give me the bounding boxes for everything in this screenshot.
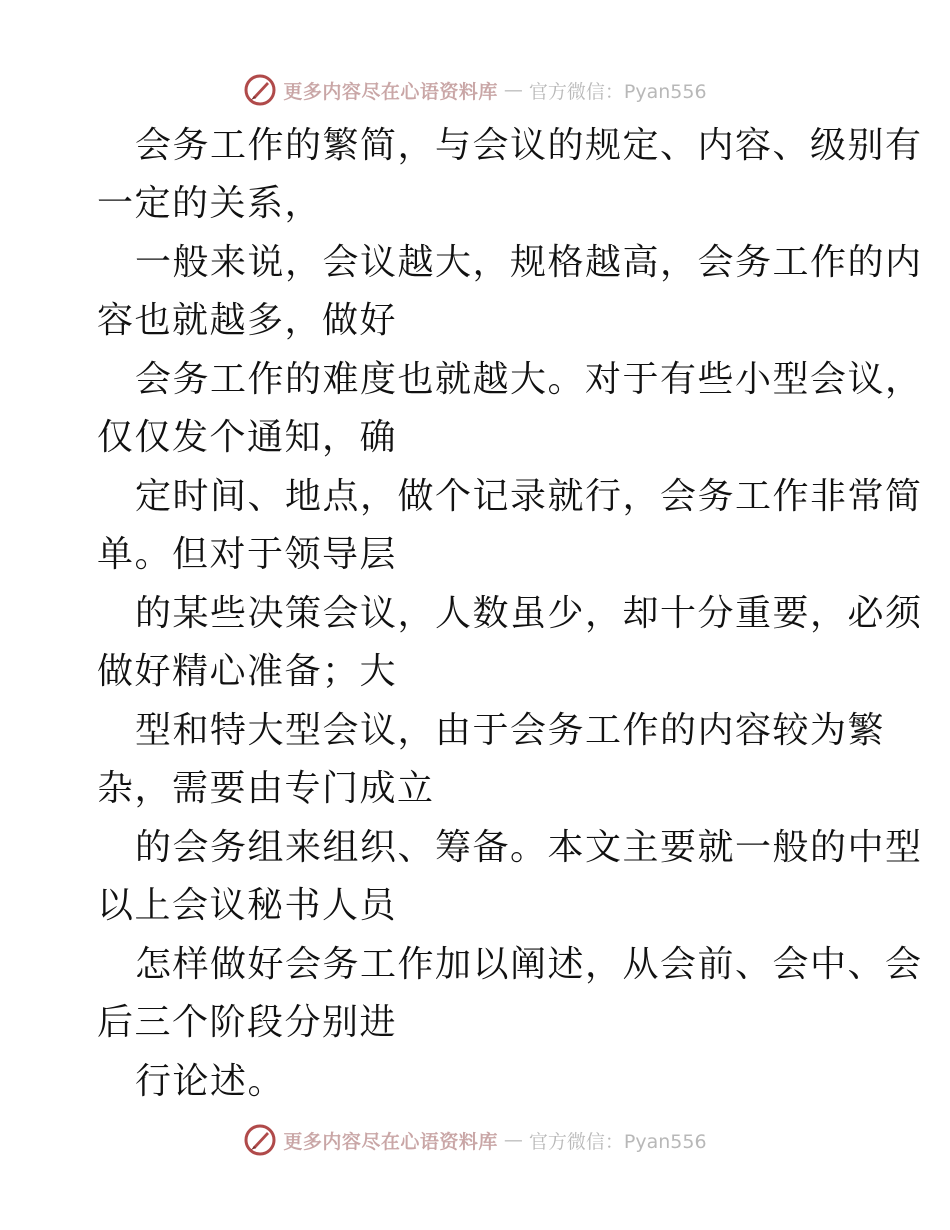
text-line: 的某些决策会议，人数虽少，却十分重要，必须 — [135, 593, 923, 634]
text-line: 杂，需要由专门成立 — [97, 768, 435, 809]
quill-pen-logo-icon — [243, 1123, 277, 1157]
text-line: 单。但对于领导层 — [97, 534, 398, 575]
text-line: 行论述。 — [135, 1061, 286, 1102]
text-line: 一般来说，会议越大，规格越高，会务工作的内 — [135, 242, 923, 283]
text-line: 以上会议秘书人员 — [97, 885, 398, 926]
text-line: 一定的关系， — [97, 183, 323, 224]
header-wechat-text: 官方微信：Pyan556 — [528, 80, 707, 103]
text-line: 仅仅发个通知，确 — [97, 417, 398, 458]
text-line: 型和特大型会议，由于会务工作的内容较为繁 — [135, 710, 886, 751]
text-line: 的会务组来组织、筹备。本文主要就一般的中型 — [135, 827, 923, 868]
header-banner — [0, 70, 950, 110]
text-line: 后三个阶段分别进 — [97, 1002, 398, 1043]
text-line: 怎样做好会务工作加以阐述，从会前、会中、会 — [135, 944, 923, 985]
text-line: 定时间、地点，做个记录就行，会务工作非常简 — [135, 476, 923, 517]
text-line: 容也就越多，做好 — [97, 300, 398, 341]
text-line: 会务工作的难度也就越大。对于有些小型会议， — [135, 359, 923, 400]
footer-site-text: 更多内容尽在心语资料库 — [283, 1130, 498, 1153]
footer-wechat-text: 官方微信：Pyan556 — [528, 1130, 707, 1153]
text-line: 做好精心准备；大 — [97, 651, 398, 692]
quill-pen-logo-icon — [243, 73, 277, 107]
header-separator: — — [503, 79, 523, 101]
footer-separator: — — [503, 1129, 523, 1151]
header-site-text: 更多内容尽在心语资料库 — [283, 80, 498, 103]
text-line: 会务工作的繁简，与会议的规定、内容、级别有 — [135, 125, 923, 166]
footer-banner — [0, 1120, 950, 1160]
